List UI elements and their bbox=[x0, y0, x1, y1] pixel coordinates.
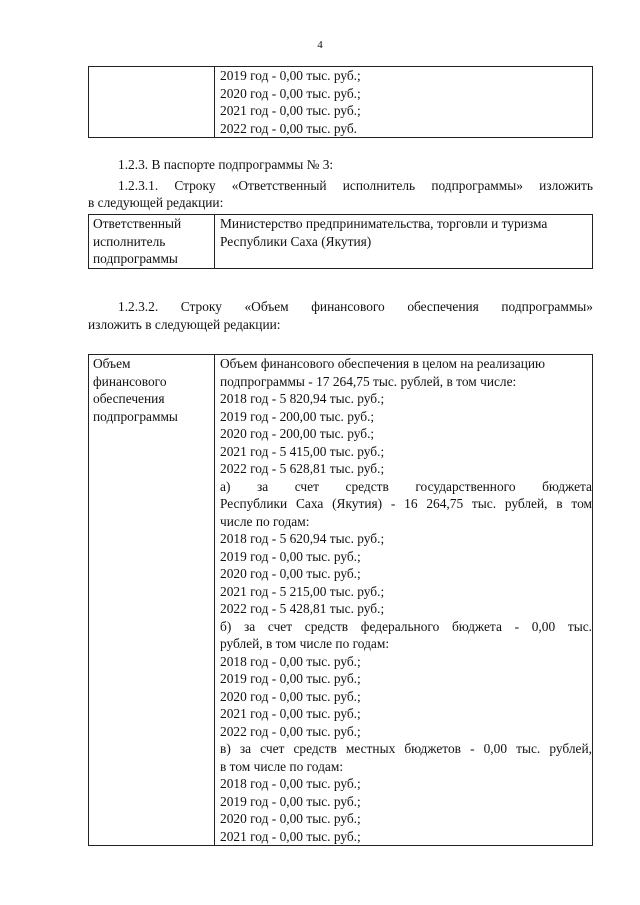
funding-line: подпрограммы - 17 264,75 тыс. рублей, в том числе: bbox=[220, 373, 517, 389]
funding-line: 2021 год - 5 415,00 тыс. руб.; bbox=[220, 443, 385, 459]
executor-value-line: Республики Саха (Якутия) bbox=[220, 233, 372, 249]
funding-line: в том числе по годам: bbox=[220, 758, 344, 774]
funding-label-cell bbox=[89, 355, 215, 846]
executor-value-line: Министерство предпринимательства, торговли и туризма bbox=[220, 216, 548, 231]
funding-line: 2020 год - 200,00 тыс. руб.; bbox=[220, 426, 375, 441]
funding-line: а) за счет средств государственного бюджета bbox=[220, 478, 592, 494]
funding-line: 2020 год - 0,00 тыс. руб.; bbox=[220, 688, 361, 704]
funding-label-line: подпрограммы bbox=[93, 408, 178, 424]
funding-line: 2018 год - 5 620,94 тыс. руб.; bbox=[220, 531, 385, 546]
funding-year-line: 2020 год - 0,00 тыс. руб.; bbox=[220, 85, 361, 101]
section-heading: 1.2.3. В паспорте подпрограммы № 3: bbox=[118, 157, 334, 172]
funding-line: 2019 год - 0,00 тыс. руб.; bbox=[220, 671, 361, 686]
executor-label-line: Ответственный bbox=[93, 216, 182, 231]
clause-funding-line-2: изложить в следующей редакции: bbox=[88, 317, 281, 332]
funding-label-line: обеспечения bbox=[93, 391, 165, 406]
table-row bbox=[89, 355, 593, 846]
funding-label-line: Объем bbox=[93, 356, 131, 371]
clause-executor-line-1: 1.2.3.1. Строку «Ответственный исполнитель подпрограммы» изложить bbox=[118, 178, 593, 193]
funding-value-cell bbox=[215, 355, 593, 846]
funding-line: 2019 год - 200,00 тыс. руб.; bbox=[220, 408, 375, 424]
continued-table-right-cell bbox=[215, 67, 593, 138]
funding-year-line: 2021 год - 0,00 тыс. руб.; bbox=[220, 103, 361, 118]
funding-line: 2022 год - 5 428,81 тыс. руб.; bbox=[220, 601, 385, 616]
funding-line: числе по годам: bbox=[220, 513, 310, 529]
clause-funding-line-1: 1.2.3.2. Строку «Объем финансового обеспечения подпрограммы» bbox=[118, 299, 593, 314]
funding-line: рублей, в том числе по годам: bbox=[220, 636, 390, 651]
clause-executor-line-2: в следующей редакции: bbox=[88, 195, 224, 210]
executor-label-line: подпрограммы bbox=[93, 251, 178, 266]
executor-table bbox=[88, 214, 593, 269]
funding-line: 2019 год - 0,00 тыс. руб.; bbox=[220, 548, 361, 564]
funding-line: 2022 год - 0,00 тыс. руб.; bbox=[220, 723, 361, 739]
funding-line: б) за счет средств федерального бюджета - 0,00 тыс. bbox=[220, 618, 592, 634]
executor-label-line: исполнитель bbox=[93, 233, 166, 249]
funding-line: 2022 год - 5 628,81 тыс. руб.; bbox=[220, 461, 385, 476]
funding-line: Объем финансового обеспечения в целом на реализацию bbox=[220, 356, 546, 371]
funding-line: 2020 год - 0,00 тыс. руб.; bbox=[220, 811, 361, 826]
table-row bbox=[89, 215, 593, 269]
funding-year-line: 2022 год - 0,00 тыс. руб. bbox=[220, 120, 358, 136]
page-number: 4 bbox=[317, 39, 323, 51]
funding-line: 2021 год - 5 215,00 тыс. руб.; bbox=[220, 583, 385, 599]
funding-table bbox=[88, 354, 593, 846]
funding-line: Республики Саха (Якутия) - 16 264,75 тыс. рублей, в том bbox=[220, 496, 592, 511]
funding-line: 2018 год - 0,00 тыс. руб.; bbox=[220, 653, 361, 669]
funding-line: 2018 год - 0,00 тыс. руб.; bbox=[220, 776, 361, 791]
continued-table-left-cell bbox=[89, 67, 215, 138]
funding-line: 2018 год - 5 820,94 тыс. руб.; bbox=[220, 391, 385, 406]
funding-line: в) за счет средств местных бюджетов - 0,00 тыс. рублей, bbox=[220, 741, 592, 756]
funding-line: 2021 год - 0,00 тыс. руб.; bbox=[220, 828, 361, 844]
executor-label-cell bbox=[89, 215, 215, 269]
funding-line: 2020 год - 0,00 тыс. руб.; bbox=[220, 566, 361, 581]
funding-label-line: финансового bbox=[93, 373, 167, 389]
executor-value-cell bbox=[215, 215, 593, 269]
funding-line: 2021 год - 0,00 тыс. руб.; bbox=[220, 706, 361, 721]
funding-year-line: 2019 год - 0,00 тыс. руб.; bbox=[220, 68, 361, 83]
continued-funding-table bbox=[88, 66, 593, 138]
funding-line: 2019 год - 0,00 тыс. руб.; bbox=[220, 793, 361, 809]
table-row bbox=[89, 67, 593, 138]
